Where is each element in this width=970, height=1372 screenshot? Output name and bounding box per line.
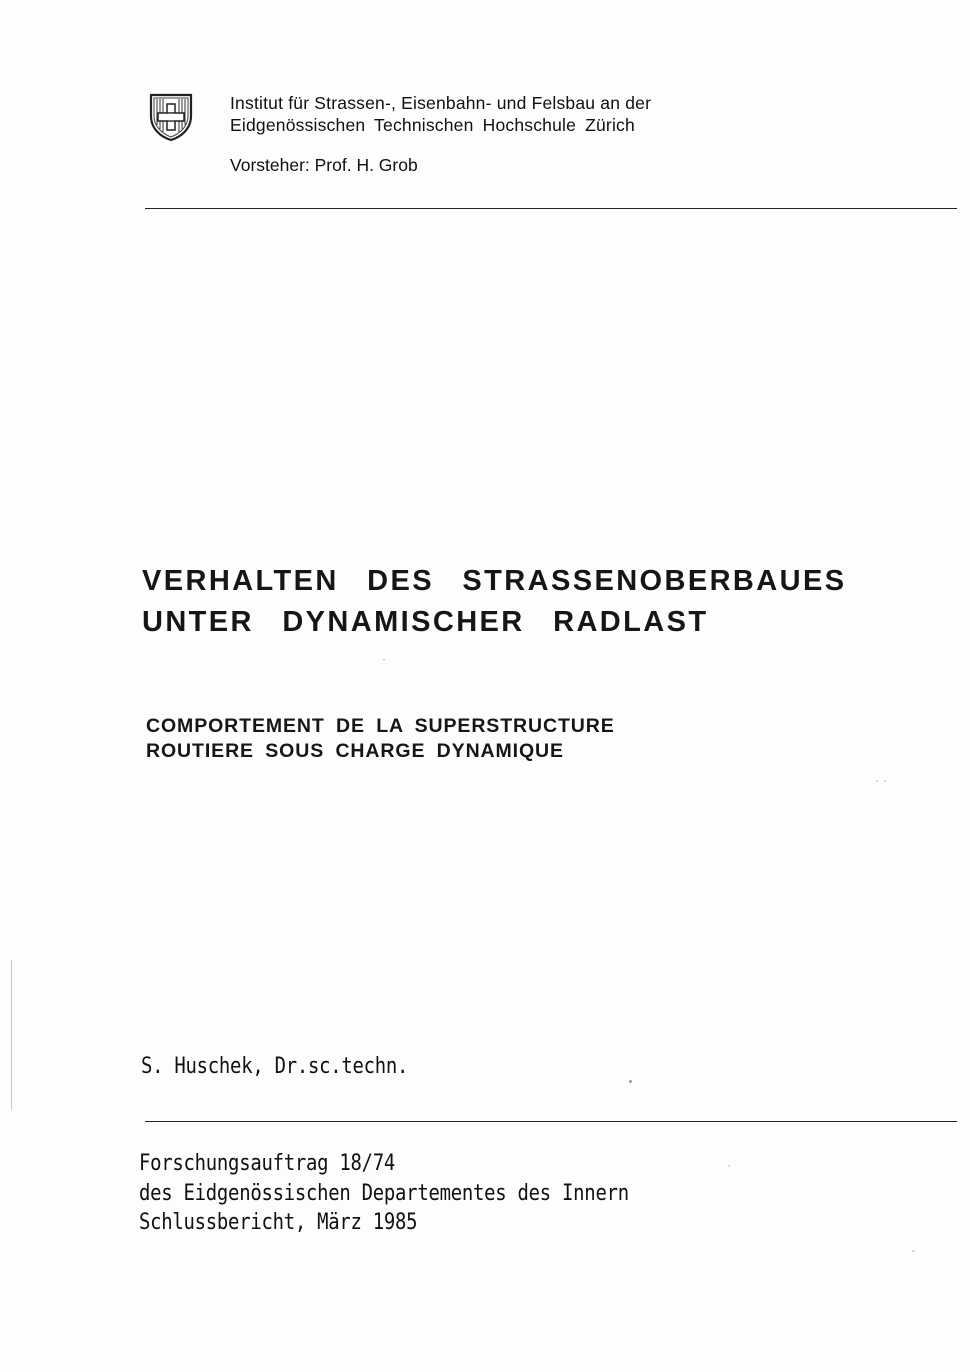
french-title-line-2: ROUTIERE SOUS CHARGE DYNAMIQUE [146, 740, 564, 762]
scan-speck [383, 659, 385, 660]
scan-speck [629, 1080, 632, 1083]
french-title-line-1: COMPORTEMENT DE LA SUPERSTRUCTURE [146, 715, 615, 737]
author: S. Huschek, Dr.sc.techn. [141, 1054, 409, 1079]
scan-edge-mark [11, 960, 12, 1110]
scan-speck [728, 1165, 730, 1167]
swiss-cross-shield-icon [148, 92, 194, 142]
institute-name-line-2: Eidgenössischen Technischen Hochschule Zürich [230, 115, 635, 135]
institute-director: Vorsteher: Prof. H. Grob [230, 155, 418, 175]
top-divider [145, 208, 957, 209]
scan-speck [876, 780, 878, 782]
research-contract: Forschungsauftrag 18/74 [139, 1151, 396, 1176]
bottom-divider [145, 1121, 957, 1122]
department: des Eidgenössischen Departementes des Innern [139, 1181, 629, 1206]
scan-speck [912, 1250, 915, 1252]
institute-name-line-1: Institut für Strassen-, Eisenbahn- und Felsbau an der [230, 93, 652, 113]
scan-speck [884, 780, 886, 782]
german-title-line-2: UNTER DYNAMISCHER RADLAST [142, 606, 709, 638]
report-date: Schlussbericht, März 1985 [139, 1210, 418, 1235]
german-title-line-1: VERHALTEN DES STRASSENOBERBAUES [142, 565, 847, 597]
